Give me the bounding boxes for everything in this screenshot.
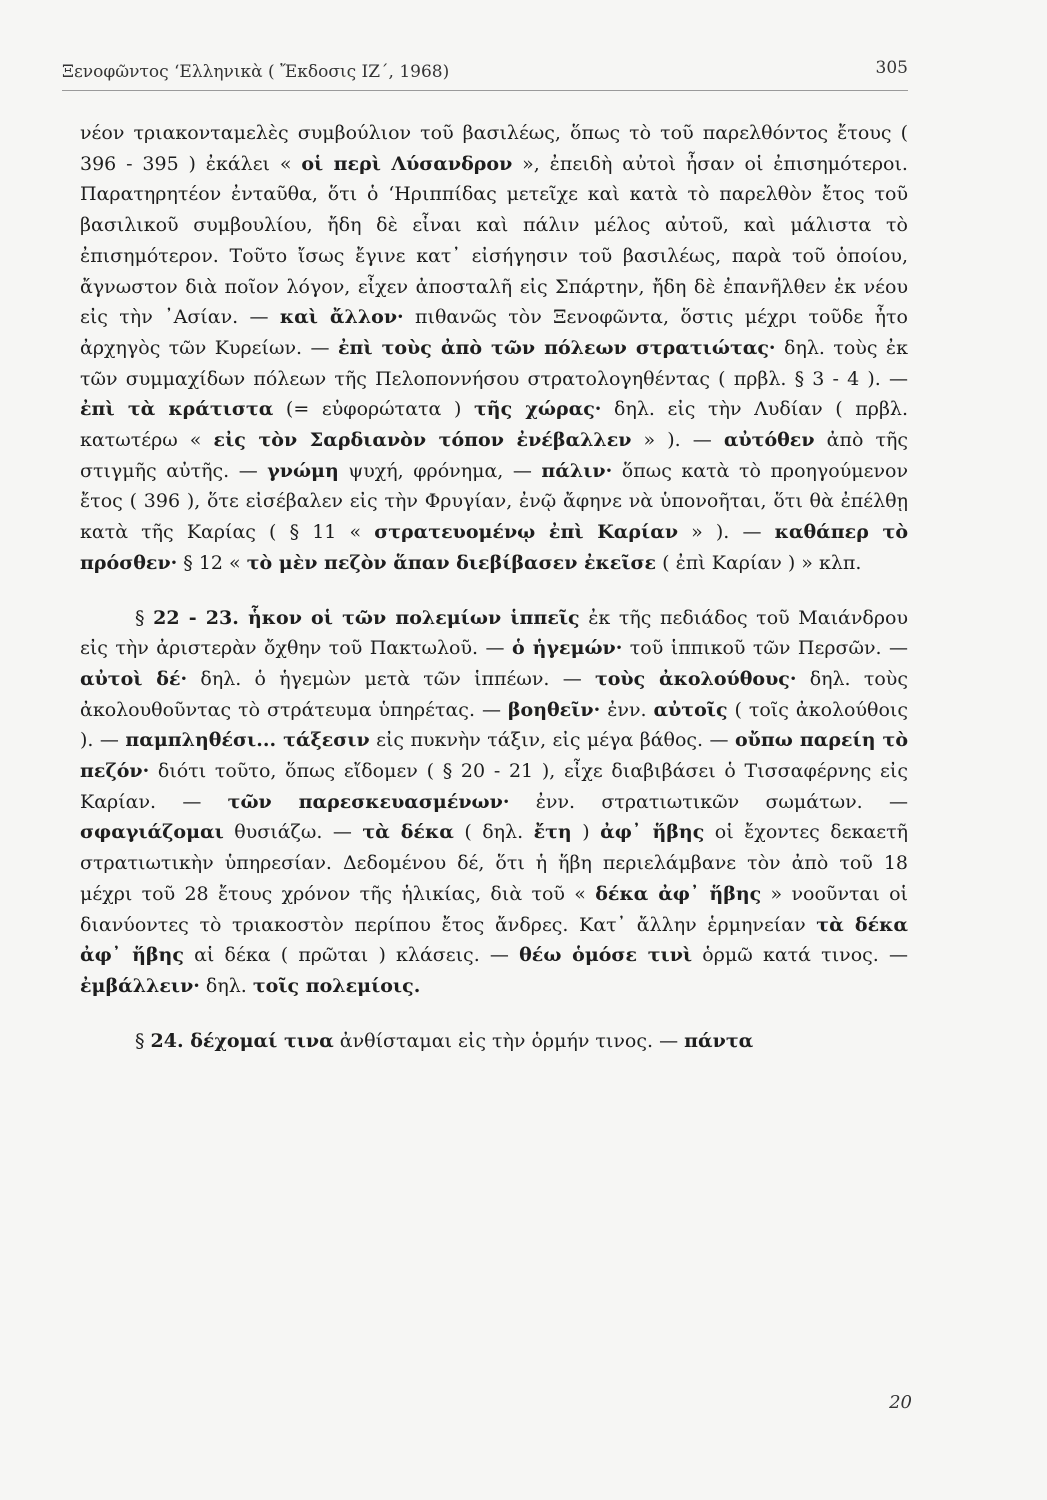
- lemma-term: τὰ δέκα: [362, 821, 454, 844]
- commentary-text: ( δηλ.: [453, 821, 534, 844]
- commentary-text: πιθανῶς τὸν Ξενοφῶντα, ὅστις μέχρι τοῦδε ἦτο ἀρχηγὸς τῶν Κυρείων. —: [80, 306, 908, 359]
- commentary-body: [80, 118, 908, 1056]
- lemma-term: τὰ δέκα ἀφ᾽ ἥβης: [80, 913, 908, 967]
- commentary-text: εἰς πυκνὴν τάξιν, εἰς μέγα βάθος. —: [369, 729, 735, 752]
- lemma-term: ὁ ἡγεμών·: [511, 637, 623, 660]
- lemma-term: 22 - 23. ἧκον οἱ τῶν πολεμίων ἱππεῖς: [153, 606, 580, 629]
- commentary-text: ): [571, 821, 601, 844]
- commentary-text: ἀπὸ τῆς στιγμῆς αὐτῆς. —: [80, 429, 909, 482]
- lemma-term: οὔπω παρείη τὸ πεζόν·: [80, 729, 909, 783]
- lemma-term: αὐτοὶ δέ·: [80, 667, 188, 690]
- lemma-term: τοὺς ἀκολούθους·: [594, 667, 797, 690]
- running-header: [62, 58, 908, 91]
- lemma-term: δέκα ἀφ᾽ ἥβης: [595, 882, 762, 905]
- commentary-text: » νοοῦνται οἱ διανύοντες τὸ τριακοστὸν περίπου ἔτος ἄνδρες. Κατ᾽ ἄλλην ἑρμηνείαν: [80, 882, 908, 936]
- lemma-term: θέω ὁμόσε τινὶ: [519, 944, 693, 967]
- lemma-term: γνώμη: [267, 459, 339, 482]
- commentary-text: θυσιάζω. —: [223, 821, 363, 844]
- header-page-number: 305: [875, 58, 908, 78]
- commentary-text: ὁρμῶ κατά τινος. —: [692, 944, 908, 967]
- lemma-term: πάλιν·: [541, 459, 613, 482]
- commentary-text: τοῦ ἱππικοῦ τῶν Περσῶν. —: [622, 637, 908, 660]
- commentary-text: διότι τοῦτο, ὅπως εἴδομεν ( § 20 - 21 ), εἶχε διαβιβάσει ὁ Τισσαφέρνης εἰς Καρίαν. —: [80, 760, 908, 813]
- lemma-term: ἐμβάλλειν·: [80, 974, 200, 997]
- header-title: Ξενοφῶντος ‘Ελληνικὰ ( Ἔκδοσις ΙΖ΄, 1968): [62, 62, 450, 82]
- lemma-term: 24. δέχομαί τινα: [150, 1029, 334, 1052]
- commentary-text: δηλ.: [199, 974, 253, 997]
- lemma-term: αὐτοῖς: [653, 698, 728, 721]
- commentary-text: ἀνθίσταμαι εἰς τὴν ὁρμήν τινος. —: [333, 1029, 685, 1052]
- lemma-term: αὐτόθεν: [723, 429, 815, 452]
- lemma-term: ἀφ᾽ ἥβης: [600, 821, 705, 844]
- signature-mark: 20: [889, 1392, 912, 1413]
- lemma-term: εἰς τὸν Σαρδιανὸν τόπον ἐνέβαλλεν: [213, 429, 632, 452]
- lemma-term: καθάπερ τὸ πρόσθεν·: [80, 521, 908, 574]
- commentary-text: δηλ. ὁ ἡγεμὼν μετὰ τῶν ἱππέων. —: [187, 667, 595, 690]
- paragraph: [80, 603, 908, 1002]
- lemma-term: παμπληθέσι... τάξεσιν: [125, 729, 370, 752]
- commentary-text: ἐνν.: [600, 698, 654, 721]
- commentary-text: ἐκ τῆς πεδιάδος τοῦ Μαιάνδρου εἰς τὴν ἀριστερὰν ὄχθην τοῦ Πακτωλοῦ. —: [80, 606, 908, 660]
- lemma-term: τοῖς πολεμίοις.: [252, 974, 421, 997]
- commentary-text: » ). —: [631, 429, 724, 452]
- lemma-term: οἱ περὶ Λύσανδρον: [301, 152, 513, 175]
- commentary-text: ἐνν. στρατιωτικῶν σωμάτων. —: [509, 790, 908, 813]
- lemma-term: ἐπὶ τοὺς ἀπὸ τῶν πόλεων στρατιώτας·: [337, 336, 776, 359]
- lemma-term: πάντα: [684, 1029, 754, 1052]
- commentary-text: § 12 «: [177, 551, 247, 574]
- commentary-text: οἱ ἔχοντες δεκαετῆ στρατιωτικὴν ὑπηρεσίαν. Δεδομένου δέ, ὅτι ἡ ἥβη περιελάμβανε τὸν ἀπὸ τοῦ 18 μέχρι τοῦ 28 ἔτους χρόνον τῆς ἡλικίας, διὰ τοῦ «: [80, 821, 908, 905]
- commentary-text: νέον τριακονταμελὲς συμβούλιον τοῦ βασιλέως, ὅπως τὸ τοῦ παρελθόντος ἔτους ( 396 - 395 ) ἐκάλει «: [80, 122, 908, 175]
- paragraph: [80, 118, 908, 579]
- commentary-text: §: [135, 1029, 151, 1052]
- commentary-text: ψυχή, φρόνημα, —: [338, 459, 542, 482]
- commentary-text: ( ἐπὶ Καρίαν ) » κλπ.: [656, 551, 862, 574]
- lemma-term: καὶ ἄλλον·: [279, 306, 404, 329]
- commentary-text: », ἐπειδὴ αὐτοὶ ἦσαν οἱ ἐπισημότεροι. Παρατηρητέον ἐνταῦθα, ὅτι ὁ ‘Ηριππίδας μετεῖχε καὶ κατὰ τὸ παρελθὸν ἔτος τοῦ βασιλικοῦ συμβουλίου, ἤδη δὲ εἶναι καὶ πάλιν μέλος αὐτοῦ, καὶ μάλιστα τὸ ἐπισημότερον. Τοῦτο ἴσως ἔγινε κατ᾽ εἰσήγησιν τοῦ βασιλέως, παρὰ τοῦ ὁποίου, ἄγνωστον διὰ ποῖον λόγον, εἶχεν ἀποσταλῆ εἰς Σπάρτην, ἤδη δὲ ἐπανῆλθεν ἐκ νέου εἰς τὴν ᾽Ασίαν. —: [80, 152, 908, 329]
- commentary-text: ( τοῖς ἀκολούθοις ). —: [80, 698, 909, 752]
- commentary-text: §: [135, 606, 154, 629]
- lemma-term: τὸ μὲν πεζὸν ἅπαν διεβίβασεν ἐκεῖσε: [246, 551, 657, 574]
- commentary-text: » ). —: [678, 521, 775, 544]
- lemma-term: ἐπὶ τὰ κράτιστα: [80, 398, 274, 421]
- commentary-text: δηλ. τοὺς ἐκ τῶν συμμαχίδων πόλεων τῆς Πελοποννήσου στρατολογηθέντας ( πρβλ. § 3 - 4 ). —: [80, 336, 908, 390]
- commentary-text: αἱ δέκα ( πρῶται ) κλάσεις. —: [183, 944, 520, 967]
- paragraph: [80, 1026, 908, 1057]
- lemma-term: βοηθεῖν·: [507, 698, 601, 721]
- lemma-term: τῶν παρεσκευασμένων·: [227, 790, 510, 813]
- commentary-text: (= εὐφορώτατα ): [273, 398, 474, 421]
- commentary-text: ὅπως κατὰ τὸ προηγούμενον ἔτος ( 396 ), ὅτε εἰσέβαλεν εἰς τὴν Φρυγίαν, ἐνῷ ἄφηνε νὰ ὑπονοῆται, ὅτι θὰ ἐπέλθῃ κατὰ τῆς Καρίας ( § 11 «: [80, 459, 909, 544]
- lemma-term: στρατευομένῳ ἐπὶ Καρίαν: [374, 521, 679, 544]
- commentary-text: δηλ. εἰς τὴν Λυδίαν ( πρβλ. κατωτέρω «: [80, 398, 909, 452]
- lemma-term: ἔτη: [533, 821, 572, 844]
- commentary-text: δηλ. τοὺς ἀκολουθοῦντας τὸ στράτευμα ὑπηρέτας. —: [80, 667, 908, 721]
- lemma-term: σφαγιάζομαι: [80, 821, 224, 844]
- lemma-term: τῆς χώρας·: [474, 398, 602, 421]
